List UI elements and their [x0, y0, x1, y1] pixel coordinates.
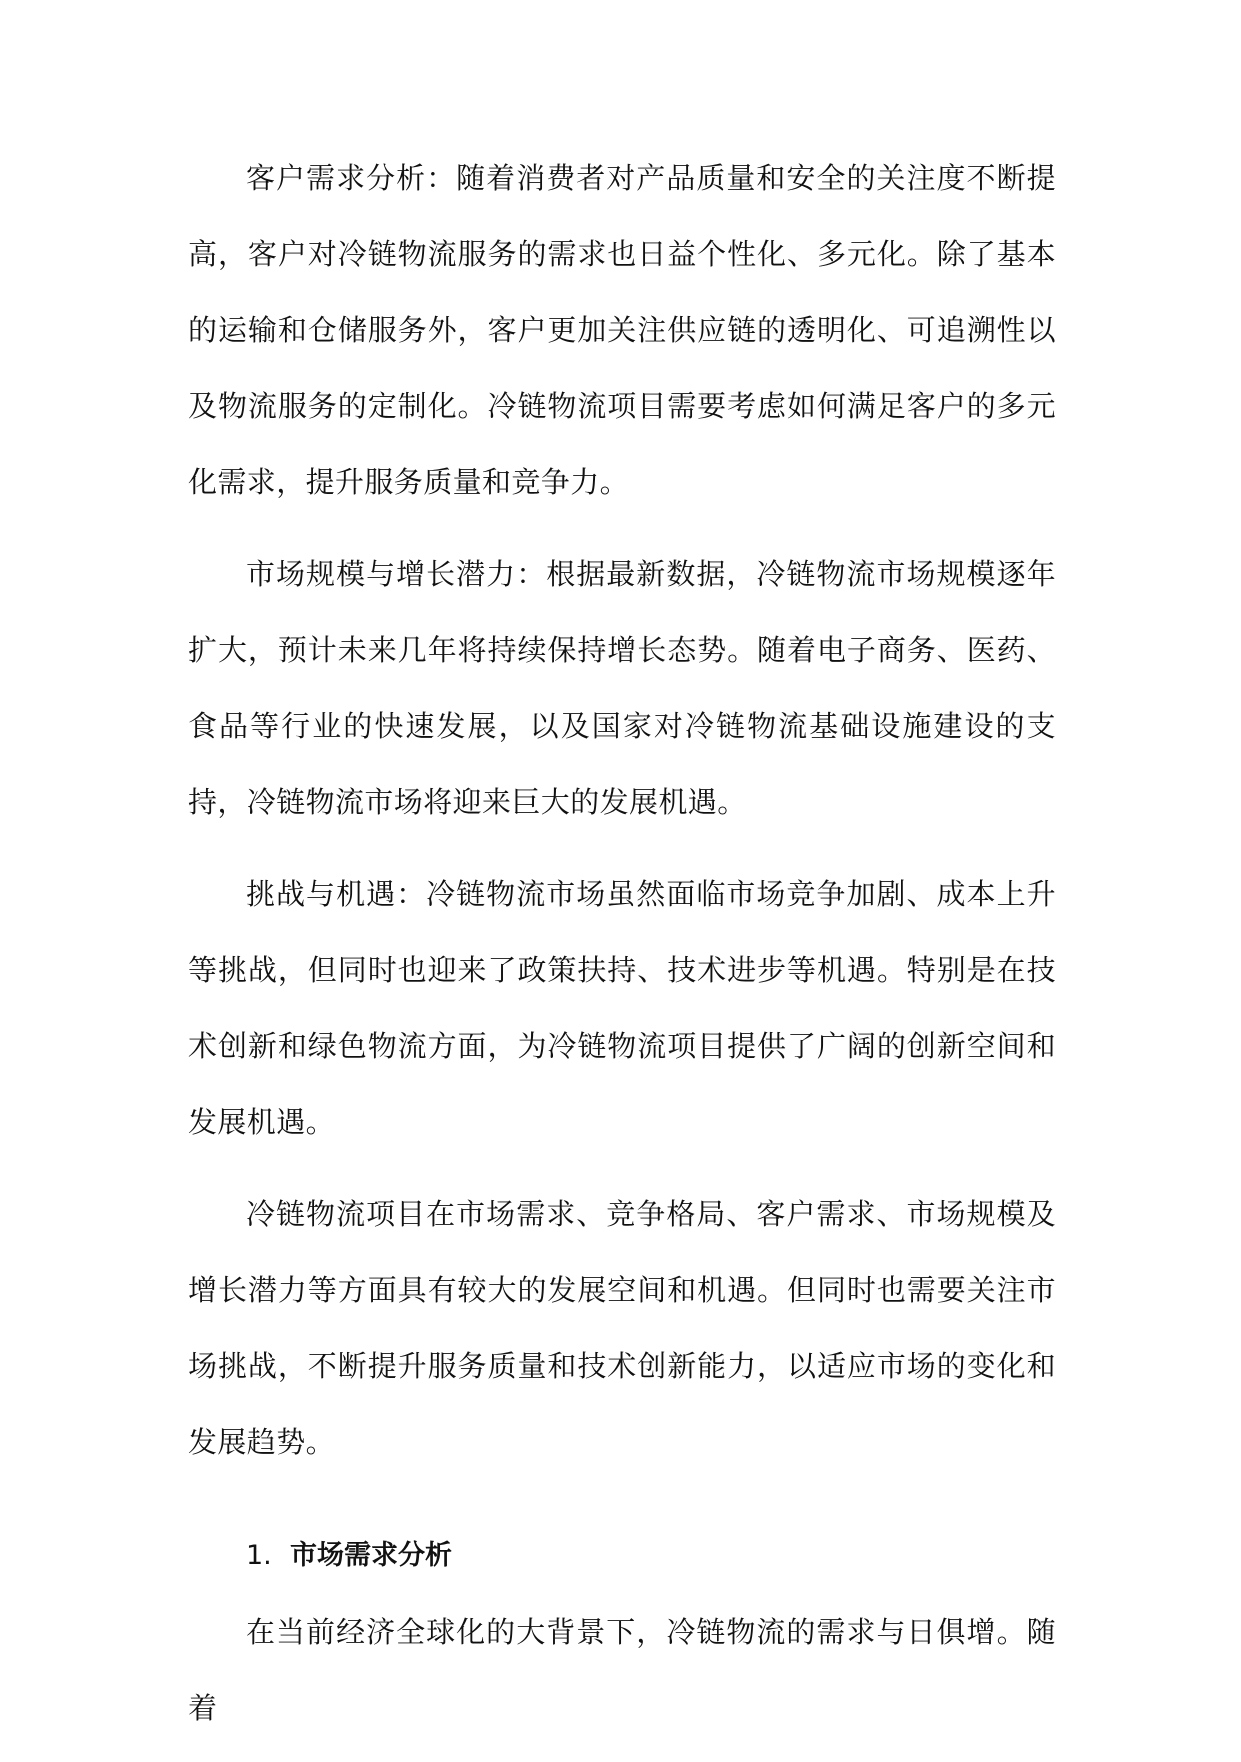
paragraph-market-size: 市场规模与增长潜力：根据最新数据，冷链物流市场规模逐年扩大，预计未来几年将持续保持增长态势。随着电子商务、医药、食品等行业的快速发展，以及国家对冷链物流基础设施建设的支持，冷链物流市场将迎来巨大的发展机遇。: [188, 557, 1056, 819]
paragraph-challenges: 挑战与机遇：冷链物流市场虽然面临市场竞争加剧、成本上升等挑战，但同时也迎来了政策扶持、技术进步等机遇。特别是在技术创新和绿色物流方面，为冷链物流项目提供了广阔的创新空间和发展机遇。: [188, 877, 1056, 1139]
paragraph-intro: 在当前经济全球化的大背景下，冷链物流的需求与日俱增。随着: [188, 1615, 1056, 1725]
document-body: [188, 140, 1056, 1762]
paragraph-summary: 冷链物流项目在市场需求、竞争格局、客户需求、市场规模及增长潜力等方面具有较大的发展空间和机遇。但同时也需要关注市场挑战，不断提升服务质量和技术创新能力，以适应市场的变化和发展趋势。: [188, 1197, 1056, 1459]
section-number: 1.: [246, 1540, 272, 1571]
paragraph-customer-demand: 客户需求分析：随着消费者对产品质量和安全的关注度不断提高，客户对冷链物流服务的需求也日益个性化、多元化。除了基本的运输和仓储服务外，客户更加关注供应链的透明化、可追溯性以及物流服务的定制化。冷链物流项目需要考虑如何满足客户的多元化需求，提升服务质量和竞争力。: [188, 161, 1056, 499]
section-title: 市场需求分析: [290, 1540, 452, 1571]
section-heading: [188, 1518, 1056, 1594]
